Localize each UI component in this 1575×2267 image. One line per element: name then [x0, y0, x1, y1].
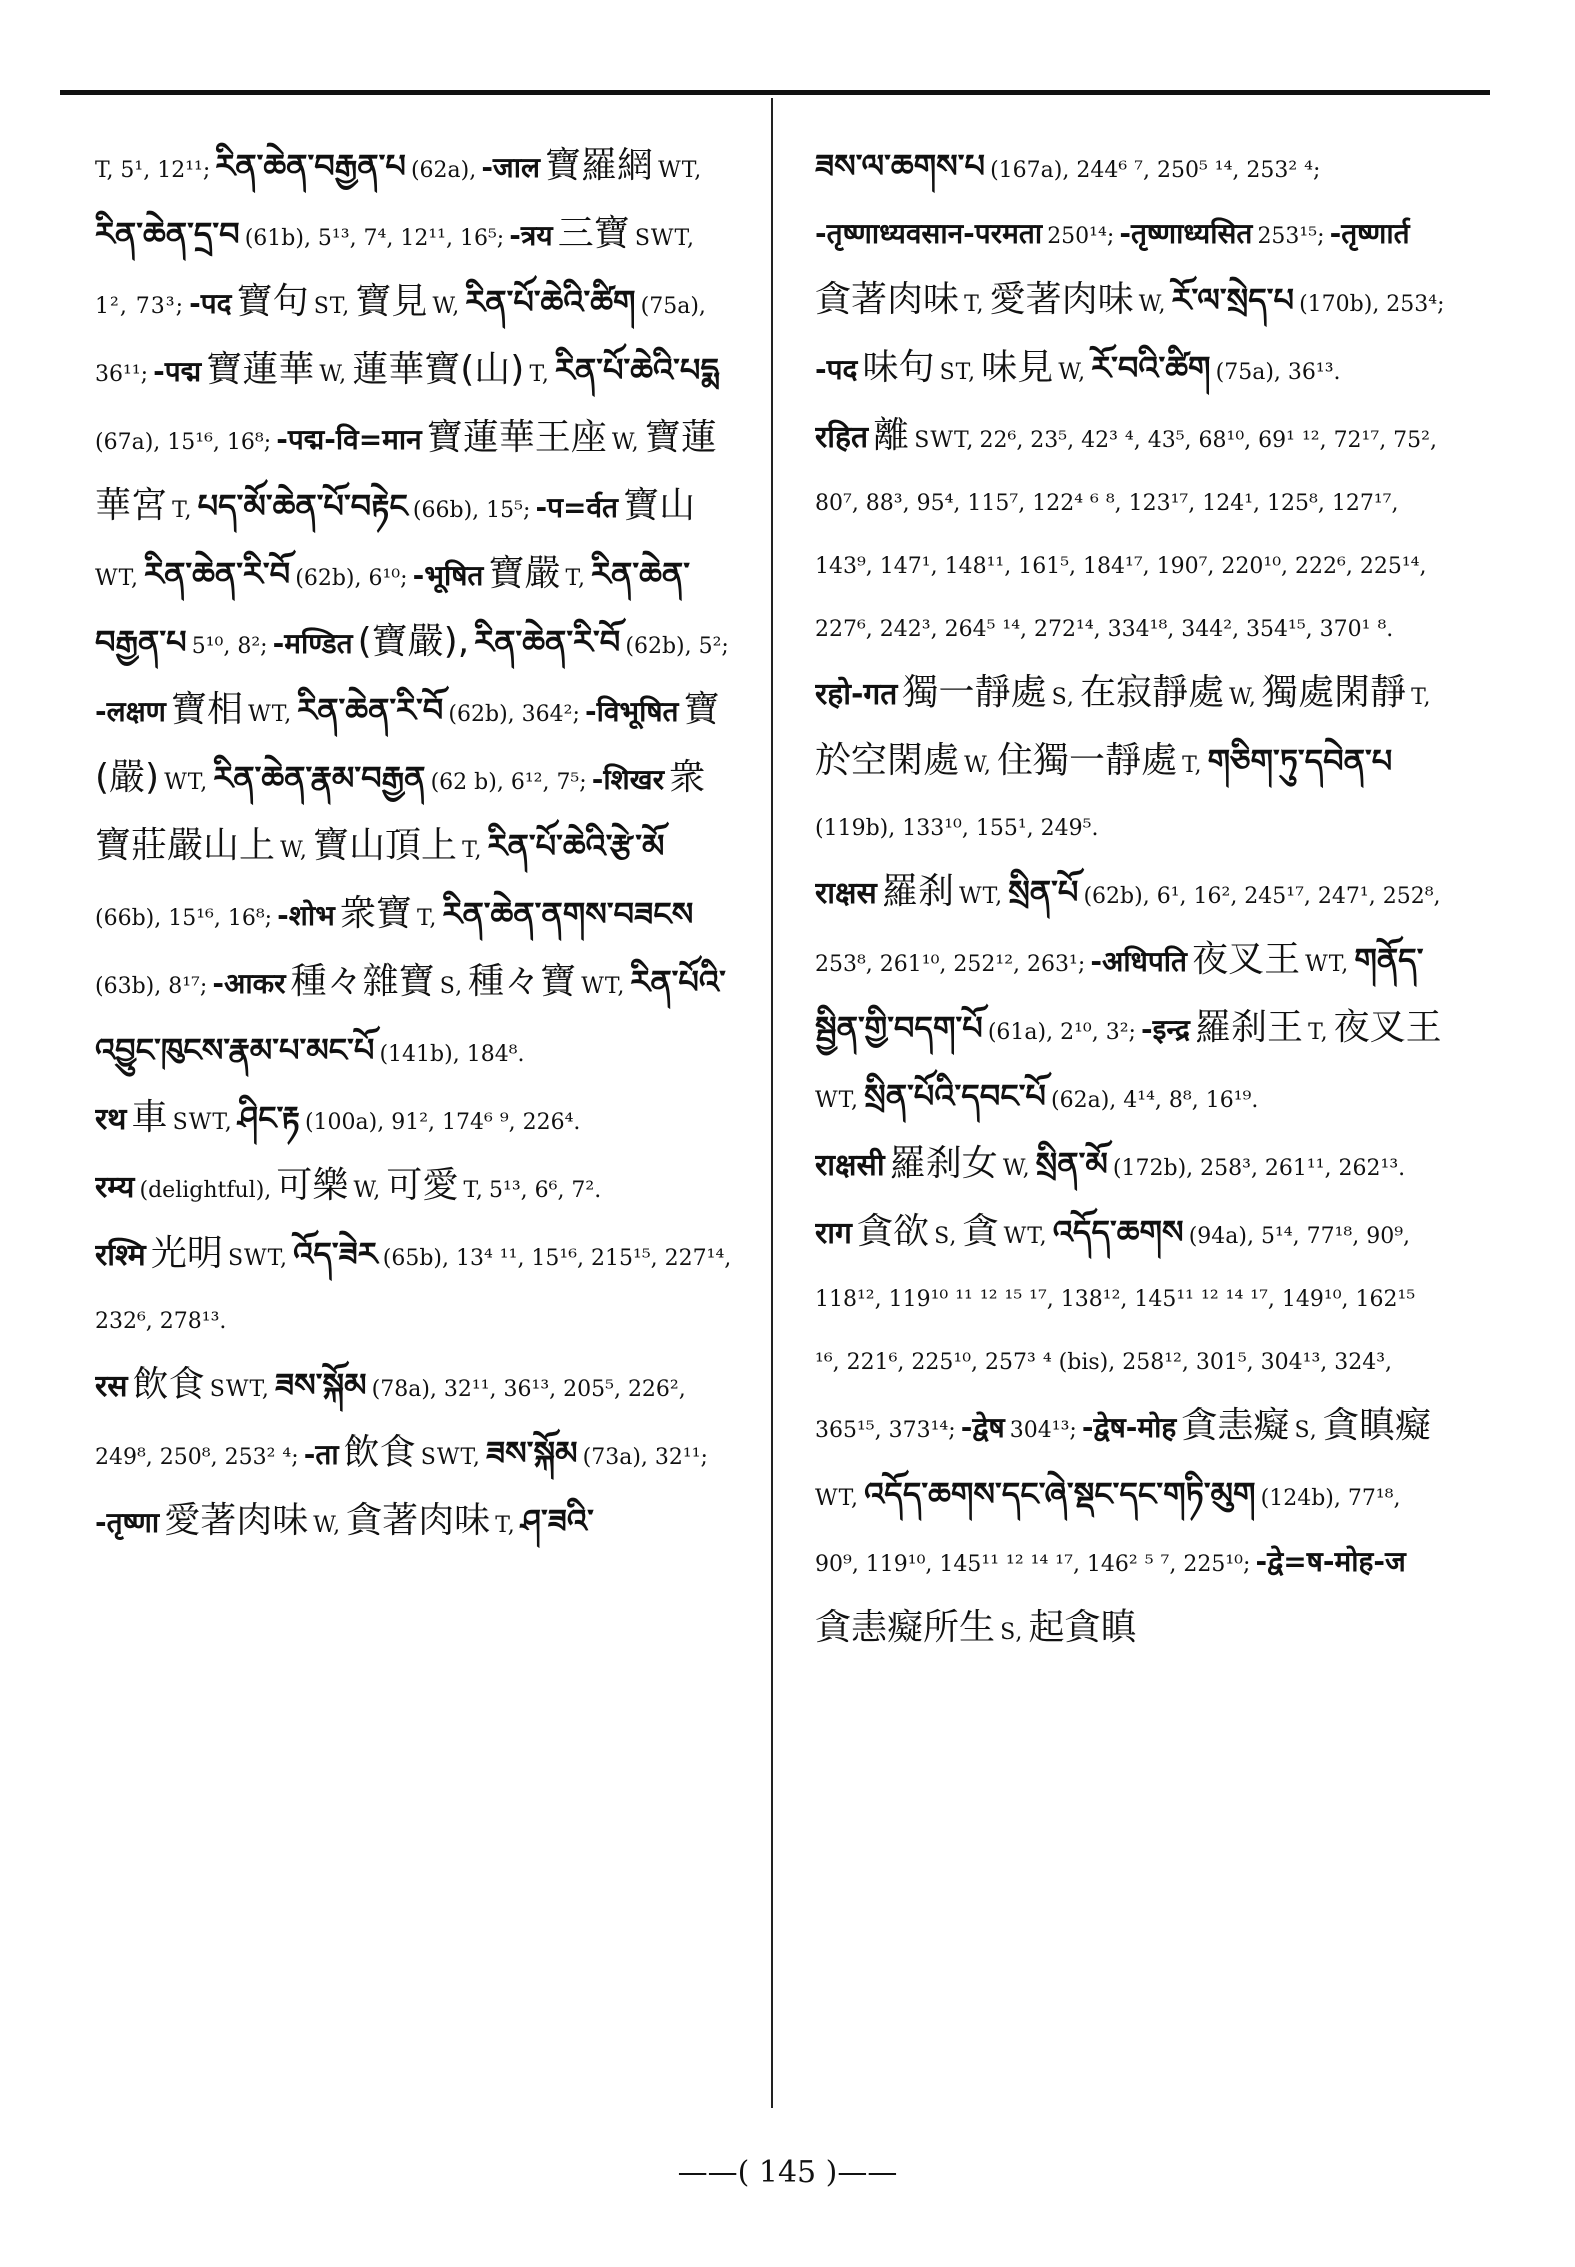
entry-reference: (75a), 36¹³.: [1215, 360, 1341, 385]
entry-headword: राग: [815, 1216, 852, 1251]
entry-source-sigla: WT,: [959, 884, 1004, 909]
entry-source-sigla: WT,: [581, 974, 626, 999]
entry-chinese-gloss: 寶相: [171, 689, 244, 730]
entry-compound: -जाल: [481, 151, 540, 184]
entry-headword: रहो-गत: [815, 677, 898, 712]
entry-chinese-gloss: 愛著肉味: [989, 279, 1134, 320]
entry-headword: राक्षस: [815, 876, 877, 911]
entry-tibetan-gloss: རོ་བའི་ཚིག: [1091, 349, 1211, 387]
entry-chinese-gloss: 衆寶: [339, 893, 412, 934]
entry-source-sigla: W,: [280, 838, 308, 863]
entry-chinese-gloss: 獨一靜處: [902, 672, 1047, 713]
entry-tibetan-gloss: རིན་པོ་ཆེའི་པདྨ: [554, 351, 719, 389]
entry-compound: -प=र्वत: [535, 491, 618, 524]
entry-tibetan-gloss: པད་མོ་ཆེན་པོ་བརྟེང: [197, 487, 408, 525]
entry-source-sigla: WT,: [164, 770, 209, 795]
entry-compound: -तृष्णाध्यसित: [1119, 217, 1253, 250]
entry-source-sigla: WT,: [248, 702, 293, 727]
entry-reference: (170b), 253⁴;: [1299, 292, 1445, 317]
entry-chinese-gloss: 起貪瞋: [1028, 1607, 1137, 1648]
entry-reference: (119b), 133¹⁰, 155¹, 249⁵.: [815, 816, 1099, 841]
entry-compound: -तृष्णार्त: [1329, 217, 1410, 250]
entry-compound: -आकर: [212, 967, 286, 1000]
entry-tibetan-gloss: རིན་ཆེན་རི་བོ: [474, 623, 621, 661]
entry-source-sigla: SWT, 1², 73³;: [95, 226, 695, 319]
entry-reference: (delightful),: [139, 1178, 272, 1203]
entry-compound: -विभूषित: [584, 695, 679, 728]
entry-tibetan-gloss: རིན་ཆེན་རི་བོ: [144, 555, 291, 593]
entry-compound: -द्वेष-मोह: [1081, 1411, 1177, 1444]
entry-source-sigla: T,: [1182, 753, 1203, 778]
entry-reference: (62 b), 6¹², 7⁵;: [430, 770, 587, 795]
entry-chinese-gloss: 貪著肉味: [346, 1500, 491, 1541]
entry-source-sigla: T,: [1308, 1020, 1329, 1045]
entry-source-sigla: T,: [463, 1178, 484, 1203]
entry-source-sigla: T,: [462, 838, 483, 863]
entry-source-sigla: W,: [1138, 292, 1167, 317]
entry-reference: T, 5¹, 12¹¹;: [95, 158, 211, 183]
entry-chinese-gloss: 可愛: [386, 1165, 459, 1206]
entry-source-sigla: T,: [495, 1513, 516, 1538]
entry-tibetan-gloss: རོ་ལ་སྲེད་པ: [1171, 281, 1294, 319]
entry-source-sigla: S,: [1051, 685, 1075, 710]
entry-chinese-gloss: 夜叉王: [1333, 1007, 1442, 1048]
entry-chinese-gloss: 住獨一靜處: [996, 740, 1177, 781]
entry-reference: (100a), 91², 174⁶ ⁹, 226⁴.: [304, 1110, 581, 1135]
entry-compound: -त्रय: [509, 219, 553, 252]
entry-tibetan-gloss: རིན་པོའི་འབྱུང་ཁུངས་རྣམ་པ་མང་པོ: [95, 963, 726, 1069]
entry-reference: (65b), 13⁴ ¹¹, 15¹⁶, 215¹⁵, 227¹⁴, 232⁶, 278¹³.: [95, 1246, 732, 1334]
left-column: [95, 135, 735, 2115]
entry-reference: (73a), 32¹¹;: [582, 1445, 708, 1470]
entry-compound: -तृष्णा: [95, 1506, 160, 1539]
entry-source-sigla: WT,: [1003, 1224, 1048, 1249]
entry-compound: -लक्षण: [95, 695, 166, 728]
entry-source-sigla: W,: [1229, 685, 1257, 710]
entry-reference: (62a),: [410, 158, 477, 183]
entry-reference: (62b), 6¹, 16², 245¹⁷, 247¹, 252⁸, 253⁸, 261¹⁰, 252¹², 263¹;: [815, 884, 1441, 977]
entry-tibetan-gloss: སྲིན་པོའི་དབང་པོ: [864, 1077, 1046, 1115]
entry-reference: (75a), 36¹¹;: [95, 294, 706, 387]
entry-reference: 5¹⁰, 8²;: [191, 634, 268, 659]
entry-tibetan-gloss: རིན་ཆེན་བརྒྱན་པ: [95, 555, 690, 661]
entry-source-sigla: S,: [1294, 1418, 1318, 1443]
entry-source-sigla: T,: [1411, 685, 1432, 710]
entry-headword: रश्मि: [95, 1238, 146, 1273]
entry-chinese-gloss: 寶句: [236, 281, 309, 322]
entry-compound: -ता: [303, 1438, 339, 1471]
entry-chinese-gloss: 種々寶: [468, 961, 577, 1002]
entry-source-sigla: W,: [319, 362, 348, 387]
entry-tibetan-gloss: ཟས་ལ་ཆགས་པ: [815, 147, 985, 185]
entry-headword: रहित: [815, 420, 869, 455]
entry-reference: (63b), 8¹⁷;: [95, 974, 208, 999]
entry-chinese-gloss: 味句: [862, 347, 935, 388]
entry-source-sigla: WT,: [95, 566, 140, 591]
entry-tibetan-gloss: རིན་ཆེན་དྲ་བ: [95, 215, 240, 253]
entry-chinese-gloss: 貪恚癡所生: [815, 1607, 996, 1648]
entry-source-sigla: W,: [1058, 360, 1087, 385]
right-column: [815, 135, 1445, 2115]
entry-tibetan-gloss: གཅིག་ཏུ་དབེན་པ: [1207, 742, 1393, 780]
entry-reference: (78a), 32¹¹, 36¹³, 205⁵, 226², 249⁸, 250⁸, 253² ⁴;: [95, 1377, 686, 1470]
entry-chinese-gloss: 愛著肉味: [164, 1500, 309, 1541]
entry-chinese-gloss: 寶蓮華宮: [95, 417, 717, 526]
entry-chinese-gloss: 貪: [962, 1211, 999, 1252]
column-divider: [771, 98, 773, 2108]
entry-chinese-gloss: 可樂: [276, 1165, 349, 1206]
entry-source-sigla: W,: [964, 753, 992, 778]
entry-chinese-gloss: 寶山頂上: [312, 825, 457, 866]
entry-reference: (62b), 5²;: [625, 634, 729, 659]
left-column-text: [95, 135, 735, 1558]
entry-compound: -पद्म: [153, 355, 202, 388]
entry-source-sigla: SWT,: [914, 428, 975, 453]
entry-tibetan-gloss: རིན་ཆེན་རྣམ་བརྒྱན: [213, 759, 426, 797]
entry-source-sigla: S,: [934, 1224, 958, 1249]
entry-source-sigla: S,: [1000, 1620, 1024, 1645]
entry-reference: (124b), 77¹⁸, 90⁹, 119¹⁰, 145¹¹ ¹² ¹⁴ ¹⁷, 146² ⁵ ⁷, 225¹⁰;: [815, 1486, 1401, 1577]
entry-chinese-gloss: 寶(嚴): [95, 689, 720, 798]
entry-compound: -शिखर: [591, 763, 665, 796]
entry-chinese-gloss: 貪著肉味: [815, 279, 960, 320]
entry-tibetan-gloss: རིན་ཆེན་ནགས་བཟངས: [442, 895, 694, 933]
entry-compound: -पद: [189, 287, 232, 320]
entry-chinese-gloss: 羅刹: [881, 871, 954, 912]
entry-headword: रस: [95, 1369, 128, 1404]
entry-reference: (62b), 364²;: [448, 702, 580, 727]
entry-chinese-gloss: 羅刹女: [889, 1143, 998, 1184]
entry-tibetan-gloss: ཤ་ཟའི་: [520, 1502, 594, 1540]
entry-reference: (61a), 2¹⁰, 3²;: [987, 1020, 1136, 1045]
entry-compound: -भूषित: [412, 559, 484, 592]
entry-reference: (62b), 6¹⁰;: [295, 566, 408, 591]
entry-source-sigla: T,: [172, 498, 193, 523]
entry-source-sigla: ST,: [939, 360, 977, 385]
entry-reference: (66b), 15¹⁶, 16⁸;: [95, 906, 273, 931]
entry-chinese-gloss: 獨處閑靜: [1261, 672, 1406, 713]
entry-chinese-gloss: 光明: [150, 1233, 223, 1274]
entry-reference: 304¹³;: [1009, 1418, 1077, 1443]
entry-compound: -अधिपति: [1090, 945, 1187, 978]
entry-chinese-gloss: 在寂靜處: [1080, 672, 1225, 713]
entry-source-sigla: SWT,: [420, 1445, 481, 1470]
entry-reference: 5¹³, 6⁶, 7².: [489, 1178, 602, 1203]
entry-chinese-gloss: 貪瞋癡: [1322, 1405, 1431, 1446]
entry-source-sigla: W,: [432, 294, 461, 319]
entry-chinese-gloss: 羅刹王: [1195, 1007, 1304, 1048]
entry-chinese-gloss: 寶羅網: [545, 145, 654, 186]
entry-chinese-gloss: 於空閑處: [815, 740, 960, 781]
entry-tibetan-gloss: འདོད་ཆགས: [1052, 1213, 1184, 1251]
entry-compound: -द्वे=ष-मोह-ज: [1255, 1545, 1406, 1578]
entry-chinese-gloss: 寶蓮華: [206, 349, 315, 390]
entry-tibetan-gloss: སྲིན་མོ: [1035, 1145, 1108, 1183]
entry-headword: रम्य: [95, 1170, 135, 1205]
entry-chinese-gloss: 三寶: [557, 213, 630, 254]
entry-source-sigla: T,: [565, 566, 586, 591]
entry-source-sigla: W,: [313, 1513, 342, 1538]
entry-reference: 253¹⁵;: [1257, 224, 1325, 249]
entry-tibetan-gloss: རིན་ཆེན་བརྒྱན་པ: [215, 147, 406, 185]
entry-reference: (172b), 258³, 261¹¹, 262¹³.: [1112, 1156, 1406, 1181]
entry-compound: -तृष्णाध्यवसान-परमता: [815, 217, 1043, 250]
entry-chinese-gloss: 離: [873, 415, 910, 456]
entry-source-sigla: WT,: [1305, 952, 1350, 977]
entry-reference: (94a), 5¹⁴, 77¹⁸, 90⁹, 118¹², 119¹⁰ ¹¹ ¹² ¹⁵ ¹⁷, 138¹², 145¹¹ ¹² ¹⁴ ¹⁷, 149¹⁰, 162¹⁵ ¹⁶, 221⁶, 225¹⁰, 257³ ⁴ (bis), 258¹², 301⁵, 304¹³, 324³, 365¹⁵, 373¹⁴;: [815, 1224, 1416, 1443]
entry-compound: -शोभ: [277, 899, 335, 932]
entry-chinese-gloss: (寶嚴),: [357, 621, 470, 662]
entry-reference: (167a), 244⁶ ⁷, 250⁵ ¹⁴, 253² ⁴;: [990, 158, 1321, 183]
entry-reference: (141b), 184⁸.: [379, 1042, 525, 1067]
entry-tibetan-gloss: རིན་པོ་ཆེའི་རྩེ་མོ: [487, 827, 665, 865]
entry-source-sigla: W,: [1002, 1156, 1031, 1181]
entry-tibetan-gloss: ཤིང་རྟ: [237, 1099, 300, 1137]
right-column-text: [815, 135, 1445, 1665]
entry-chinese-gloss: 寶蓮華王座: [426, 417, 607, 458]
entry-tibetan-gloss: གནོད་སྦྱིན་གྱི་བདག་པོ: [815, 941, 1424, 1047]
entry-chinese-gloss: 味見: [981, 347, 1054, 388]
entry-tibetan-gloss: ཟས་སྐོམ: [486, 1434, 578, 1472]
entry-chinese-gloss: 貪欲: [857, 1211, 930, 1252]
entry-source-sigla: WT,: [815, 1088, 860, 1113]
entry-headword: राक्षसी: [815, 1148, 885, 1183]
entry-tibetan-gloss: སྲིན་པོ: [1008, 873, 1079, 911]
entry-chinese-gloss: 種々雜寶: [290, 961, 435, 1002]
entry-compound: -इन्द्र: [1141, 1013, 1190, 1046]
entry-chinese-gloss: 飲食: [343, 1432, 416, 1473]
entry-source-sigla: W,: [611, 430, 640, 455]
entry-compound: -पद: [815, 353, 858, 386]
entry-chinese-gloss: 衆寶莊嚴山上: [95, 757, 706, 866]
entry-reference: 250¹⁴;: [1047, 224, 1115, 249]
entry-chinese-gloss: 夜叉王: [1192, 939, 1301, 980]
entry-reference: (62a), 4¹⁴, 8⁸, 16¹⁹.: [1051, 1088, 1259, 1113]
entry-chinese-gloss: 貪恚癡: [1181, 1405, 1290, 1446]
entry-tibetan-gloss: རིན་ཆེན་རི་བོ: [297, 691, 444, 729]
entry-reference: 22⁶, 23⁵, 42³ ⁴, 43⁵, 68¹⁰, 69¹ ¹², 72¹⁷, 75², 80⁷, 88³, 95⁴, 115⁷, 122⁴ ⁶ ⁸, 123¹⁷, 124¹, 125⁸, 127¹⁷, 143⁹, 147¹, 148¹¹, 161⁵, 184¹⁷, 190⁷, 220¹⁰, 222⁶, 225¹⁴, 227⁶, 242³, 264⁵ ¹⁴, 272¹⁴, 334¹⁸, 344², 354¹⁵, 370¹ ⁸.: [815, 428, 1437, 642]
entry-source-sigla: S,: [439, 974, 464, 999]
entry-source-sigla: ST,: [313, 294, 351, 319]
entry-compound: -द्वेष: [960, 1411, 1005, 1444]
entry-compound: -पद्म-वि=मान: [276, 423, 422, 456]
entry-chinese-gloss: 車: [131, 1097, 168, 1138]
page-number: ——( 145 )——: [677, 2155, 898, 2190]
entry-tibetan-gloss: འདོད་ཆགས་དང་ཞེ་སྡང་དང་གཏི་མུག: [864, 1475, 1256, 1513]
entry-chinese-gloss: 蓮華寶(山): [352, 349, 525, 390]
entry-source-sigla: T,: [416, 906, 438, 931]
entry-chinese-gloss: 寶山: [623, 485, 696, 526]
top-rule: [60, 90, 1490, 95]
entry-chinese-gloss: 飲食: [132, 1364, 205, 1405]
entry-reference: (66b), 15⁵;: [412, 498, 531, 523]
entry-source-sigla: SWT,: [209, 1377, 270, 1402]
entry-source-sigla: SWT,: [172, 1110, 233, 1135]
entry-tibetan-gloss: རིན་པོ་ཆེའི་ཚིག: [465, 283, 636, 321]
entry-headword: रथ: [95, 1102, 127, 1137]
entry-chinese-gloss: 寶見: [355, 281, 428, 322]
entry-reference: (67a), 15¹⁶, 16⁸;: [95, 430, 272, 455]
entry-source-sigla: WT,: [658, 158, 703, 183]
entry-source-sigla: WT,: [815, 1486, 860, 1511]
entry-compound: -मण्डित: [272, 627, 353, 660]
entry-source-sigla: T,: [529, 362, 550, 387]
entry-tibetan-gloss: འོད་ཟེར: [293, 1235, 378, 1273]
entry-source-sigla: SWT,: [227, 1246, 289, 1271]
entry-reference: (61b), 5¹³, 7⁴, 12¹¹, 16⁵;: [244, 226, 505, 251]
entry-tibetan-gloss: ཟས་སྐོམ: [274, 1366, 367, 1404]
entry-chinese-gloss: 寶嚴: [488, 553, 561, 594]
entry-source-sigla: T,: [964, 292, 985, 317]
entry-source-sigla: W,: [353, 1178, 382, 1203]
